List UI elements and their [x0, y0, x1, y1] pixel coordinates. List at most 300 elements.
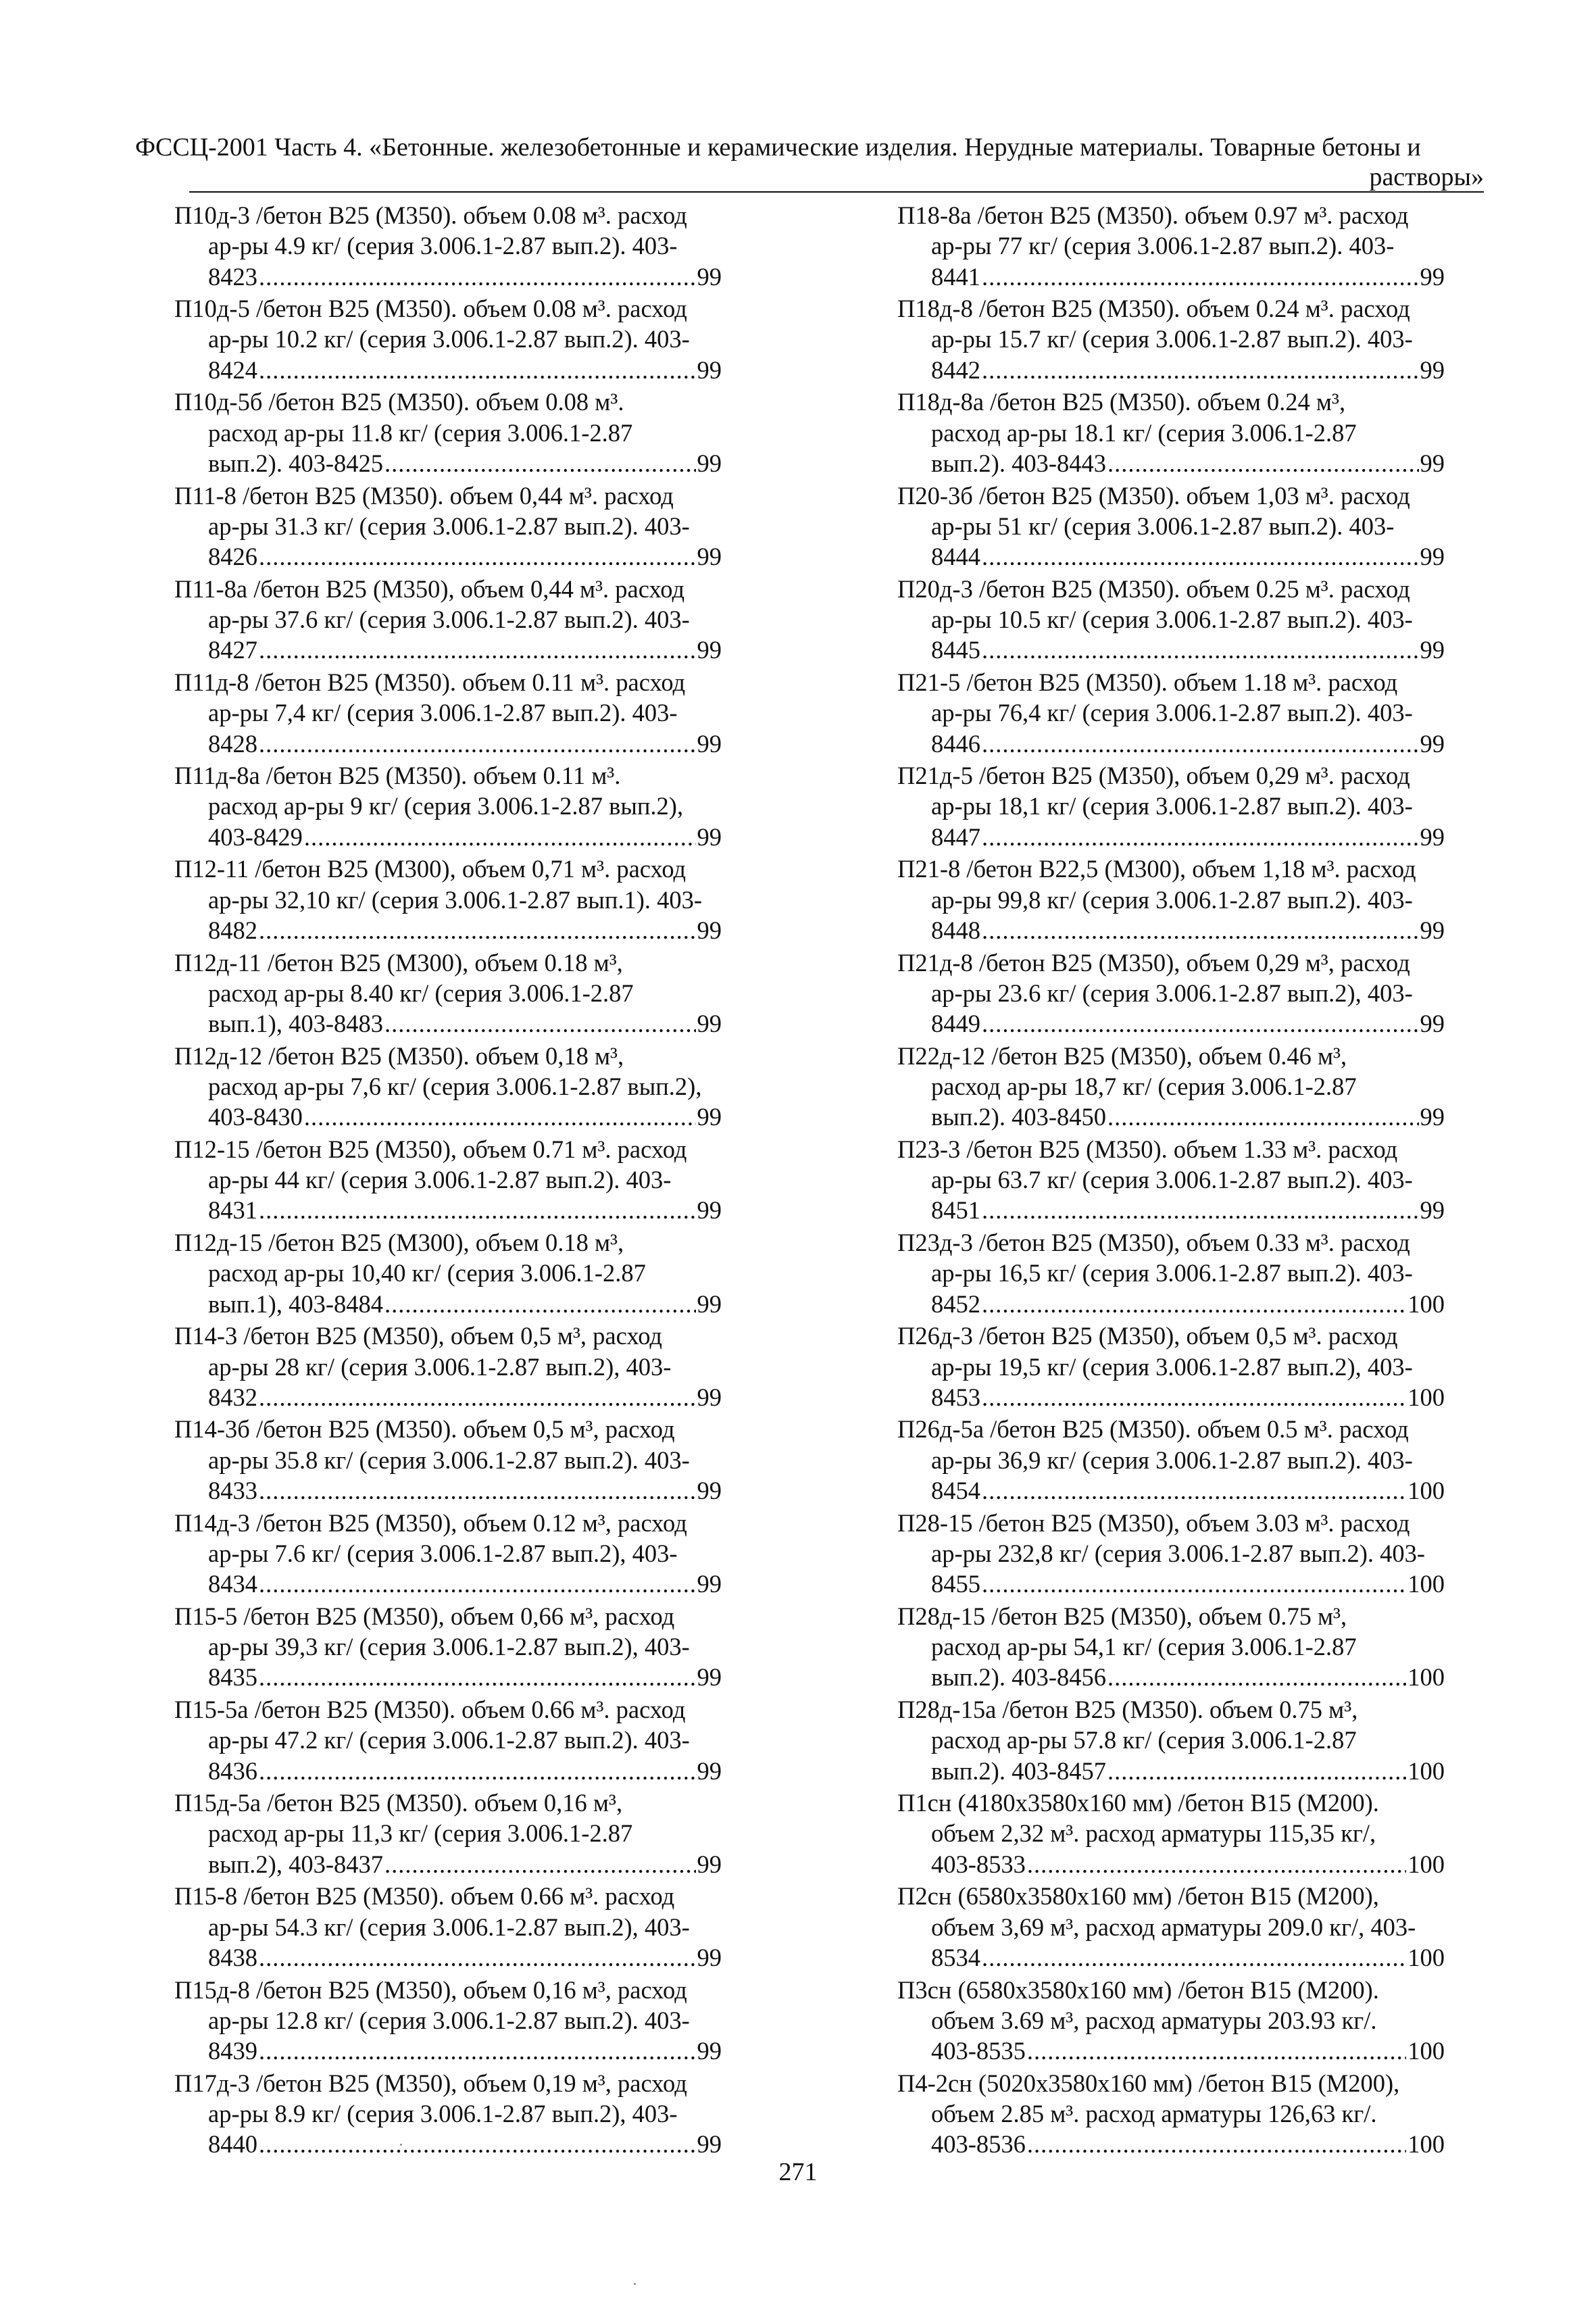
entry-text-line: расход ар-ры 18,7 кг/ (серия 3.006.1-2.87 — [931, 1072, 1357, 1100]
index-entry — [174, 947, 722, 1039]
index-entry — [897, 1975, 1445, 2067]
entry-leader-line — [174, 1662, 722, 1692]
entry-title-line: П11д-8 /бетон В25 (М350). объем 0.11 м³. расход — [174, 668, 686, 696]
dot-leader — [982, 1942, 1406, 1973]
entry-text-line: ар-ры 15.7 кг/ (серия 3.006.1-2.87 вып.2). 403- — [931, 325, 1413, 353]
entry-text-line: ар-ры 51 кг/ (серия 3.006.1-2.87 вып.2). 403- — [931, 512, 1395, 540]
entry-page-ref: 99 — [1420, 1010, 1445, 1038]
entry-text-line: расход ар-ры 7,6 кг/ (серия 3.006.1-2.87 вып.2), — [208, 1072, 702, 1100]
entry-title-line: П15-5а /бетон В25 (М350). объем 0.66 м³. расход — [174, 1696, 686, 1723]
entry-title-line: П18д-8а /бетон В25 (М350). объем 0.24 м³, — [897, 388, 1346, 416]
entry-code: 8482 — [208, 916, 257, 944]
page-number: 271 — [778, 2158, 818, 2186]
entry-text-line: ар-ры 18,1 кг/ (серия 3.006.1-2.87 вып.2). 403- — [931, 792, 1413, 820]
entry-code: вып.2). 403-8450 — [931, 1103, 1106, 1131]
entry-code: 8455 — [931, 1570, 980, 1598]
index-entry — [897, 387, 1445, 478]
entry-code: 8444 — [931, 543, 980, 571]
entry-title-line: П21-5 /бетон В25 (М350). объем 1.18 м³. расход — [897, 668, 1398, 696]
dot-leader — [304, 1102, 696, 1132]
dot-leader — [384, 1849, 696, 1879]
dot-leader — [982, 915, 1419, 945]
entry-title-line: П14-3 /бетон В25 (М350), объем 0,5 м³, расход — [174, 1322, 662, 1350]
index-entry — [174, 1041, 722, 1133]
scan-speck — [400, 2144, 402, 2146]
dot-leader — [982, 635, 1419, 665]
entry-leader-line — [174, 822, 722, 852]
dot-leader — [982, 1475, 1406, 1506]
dot-leader — [259, 2036, 696, 2066]
dot-leader — [1027, 2129, 1406, 2159]
dot-leader — [1107, 1662, 1406, 1692]
entry-code: 8428 — [208, 729, 257, 758]
entry-leader-line — [897, 262, 1445, 292]
entry-leader-line — [174, 1942, 722, 1973]
entry-leader-line — [174, 1102, 722, 1132]
entry-text-line: ар-ры 7.6 кг/ (серия 3.006.1-2.87 вып.2), 403- — [208, 1539, 678, 1567]
dot-leader — [259, 1942, 696, 1973]
entry-leader-line — [897, 1942, 1445, 1973]
entry-code: 8534 — [931, 1943, 980, 1971]
index-entry — [897, 1508, 1445, 1600]
entry-page-ref: 99 — [1420, 822, 1445, 851]
index-entry — [174, 1975, 722, 2067]
dot-leader — [982, 541, 1419, 572]
entry-text-line: ар-ры 77 кг/ (серия 3.006.1-2.87 вып.2). 403- — [931, 232, 1395, 260]
entry-title-line: П12-11 /бетон В25 (М300), объем 0,71 м³. расход — [174, 855, 687, 883]
index-entry — [174, 293, 722, 385]
entry-title-line: П28д-15 /бетон В25 (М350), объем 0.75 м³, — [897, 1602, 1347, 1630]
index-entry — [174, 1601, 722, 1693]
entry-leader-line — [897, 1662, 1445, 1692]
entry-page-ref: 100 — [1407, 1383, 1445, 1411]
entry-text-line: ар-ры 232,8 кг/ (серия 3.006.1-2.87 вып.2). 403- — [931, 1539, 1426, 1567]
entry-code: 8427 — [208, 636, 257, 664]
dot-leader — [384, 1289, 696, 1319]
index-entry — [897, 574, 1445, 666]
entry-code: вып.2). 403-8425 — [208, 449, 383, 477]
entry-code: вып.1), 403-8483 — [208, 1010, 383, 1038]
entry-title-line: П22д-12 /бетон В25 (М350), объем 0.46 м³, — [897, 1041, 1347, 1070]
entry-page-ref: 99 — [697, 1570, 722, 1598]
entry-page-ref: 100 — [1407, 1756, 1445, 1785]
dot-leader — [259, 1662, 696, 1692]
dot-leader — [982, 729, 1419, 759]
entry-code: 8436 — [208, 1756, 257, 1785]
entry-text-line: расход ар-ры 11.8 кг/ (серия 3.006.1-2.87 — [208, 418, 633, 447]
entry-page-ref: 99 — [1420, 636, 1445, 664]
entry-title-line: П21д-5 /бетон В25 (М350), объем 0,29 м³. расход — [897, 762, 1410, 790]
entry-text-line: объем 3.69 м³, расход арматуры 203.93 кг/. — [931, 2006, 1377, 2034]
entry-leader-line — [897, 1195, 1445, 1225]
entry-leader-line — [897, 1569, 1445, 1599]
entry-leader-line — [174, 1289, 722, 1319]
entry-leader-line — [897, 1756, 1445, 1786]
entry-code: 8424 — [208, 355, 257, 384]
entry-page-ref: 99 — [1420, 1103, 1445, 1131]
entry-code: 8449 — [931, 1010, 980, 1038]
dot-leader — [259, 635, 696, 665]
entry-title-line: П18-8а /бетон В25 (М350). объем 0.97 м³. расход — [897, 201, 1409, 229]
entry-code: вып.2). 403-8457 — [931, 1756, 1106, 1785]
entry-title-line: П18д-8 /бетон В25 (М350). объем 0.24 м³. расход — [897, 295, 1410, 323]
entry-title-line: П26д-5а /бетон В25 (М350). объем 0.5 м³. расход — [897, 1415, 1409, 1444]
index-entry — [897, 947, 1445, 1039]
entry-leader-line — [897, 1382, 1445, 1412]
entry-page-ref: 99 — [697, 355, 722, 384]
dot-leader — [259, 1475, 696, 1506]
entry-text-line: расход ар-ры 18.1 кг/ (серия 3.006.1-2.87 — [931, 418, 1357, 447]
entry-page-ref: 99 — [697, 1289, 722, 1318]
entry-leader-line — [897, 1008, 1445, 1039]
entry-page-ref: 99 — [1420, 729, 1445, 758]
dot-leader — [259, 2129, 696, 2159]
entry-leader-line — [174, 1008, 722, 1039]
dot-leader — [259, 1756, 696, 1786]
dot-leader — [982, 1569, 1406, 1599]
entry-text-line: ар-ры 28 кг/ (серия 3.006.1-2.87 вып.2), 403- — [208, 1352, 672, 1381]
entry-leader-line — [174, 1475, 722, 1506]
entry-page-ref: 100 — [1407, 1289, 1445, 1318]
entry-text-line: ар-ры 23.6 кг/ (серия 3.006.1-2.87 вып.2), 403- — [931, 979, 1413, 1007]
dot-leader — [259, 541, 696, 572]
entry-leader-line — [897, 822, 1445, 852]
entry-text-line: ар-ры 39,3 кг/ (серия 3.006.1-2.87 вып.2), 403- — [208, 1633, 690, 1661]
dot-leader — [259, 1382, 696, 1412]
entry-text-line: ар-ры 63.7 кг/ (серия 3.006.1-2.87 вып.2). 403- — [931, 1166, 1413, 1194]
entry-code: вып.2), 403-8437 — [208, 1850, 383, 1878]
entry-text-line: ар-ры 99,8 кг/ (серия 3.006.1-2.87 вып.2). 403- — [931, 885, 1413, 914]
entry-leader-line — [174, 262, 722, 292]
index-entry — [174, 1321, 722, 1412]
entry-title-line: П23-3 /бетон В25 (М350). объем 1.33 м³. расход — [897, 1135, 1398, 1163]
entry-code: 8454 — [931, 1477, 980, 1505]
index-entry — [897, 293, 1445, 385]
dot-leader — [982, 1289, 1406, 1319]
entry-text-line: ар-ры 36,9 кг/ (серия 3.006.1-2.87 вып.2). 403- — [931, 1446, 1413, 1474]
header-title: ФССЦ-2001 Часть 4. «Бетонные. железобетонные и керамические изделия. Нерудные материалы. Товарные бетоны и — [135, 133, 1421, 162]
entry-code: 8451 — [931, 1196, 980, 1225]
entry-page-ref: 99 — [1420, 1196, 1445, 1225]
entry-code: вып.1), 403-8484 — [208, 1289, 383, 1318]
entry-title-line: П21д-8 /бетон В25 (М350), объем 0,29 м³, расход — [897, 948, 1410, 977]
entry-code: 8438 — [208, 1943, 257, 1971]
entry-leader-line — [174, 729, 722, 759]
entry-page-ref: 100 — [1407, 2037, 1445, 2065]
entry-title-line: П15-5 /бетон В25 (М350), объем 0,66 м³, расход — [174, 1602, 675, 1630]
entry-leader-line — [897, 448, 1445, 478]
entry-leader-line — [174, 635, 722, 665]
entry-code: вып.2). 403-8443 — [931, 449, 1106, 477]
entry-title-line: П26д-3 /бетон В25 (М350), объем 0,5 м³. расход — [897, 1322, 1398, 1350]
index-entry — [897, 1041, 1445, 1133]
index-entry — [174, 574, 722, 666]
entry-code: 8432 — [208, 1383, 257, 1411]
entry-page-ref: 100 — [1407, 1850, 1445, 1878]
index-entry — [174, 1694, 722, 1786]
index-entry — [897, 1414, 1445, 1506]
dot-leader — [1107, 1756, 1406, 1786]
entry-text-line: ар-ры 76,4 кг/ (серия 3.006.1-2.87 вып.2). 403- — [931, 699, 1413, 727]
entry-code: 8447 — [931, 822, 980, 851]
entry-leader-line — [897, 915, 1445, 945]
entry-leader-line — [897, 1475, 1445, 1506]
index-entry — [897, 1134, 1445, 1226]
entry-title-line: П2сн (6580х3580х160 мм) /бетон В15 (М200), — [897, 1882, 1379, 1911]
header-title-continuation: растворы» — [1369, 163, 1484, 191]
entry-code: 8446 — [931, 729, 980, 758]
entry-leader-line — [897, 729, 1445, 759]
entry-title-line: П20д-3 /бетон В25 (М350). объем 0.25 м³. расход — [897, 574, 1410, 603]
dot-leader — [259, 262, 696, 292]
entry-title-line: П12д-11 /бетон В25 (М300), объем 0.18 м³, — [174, 948, 623, 977]
entry-leader-line — [897, 1289, 1445, 1319]
entry-text-line: ар-ры 10.2 кг/ (серия 3.006.1-2.87 вып.2). 403- — [208, 325, 690, 353]
entry-code: 8433 — [208, 1477, 257, 1505]
entry-text-line: расход ар-ры 10,40 кг/ (серия 3.006.1-2.87 — [208, 1259, 646, 1287]
entry-page-ref: 99 — [697, 916, 722, 944]
index-entry — [897, 1788, 1445, 1879]
index-entry — [897, 1694, 1445, 1786]
entry-page-ref: 100 — [1407, 1943, 1445, 1971]
entry-text-line: расход ар-ры 9 кг/ (серия 3.006.1-2.87 вып.2), — [208, 792, 684, 820]
index-entry — [174, 854, 722, 945]
entry-page-ref: 99 — [697, 1943, 722, 1971]
index-entry — [897, 1601, 1445, 1693]
entry-text-line: объем 2.85 м³. расход арматуры 126,63 кг/. — [931, 2100, 1377, 2128]
header-rule — [189, 191, 1484, 193]
entry-code: 8435 — [208, 1663, 257, 1692]
dot-leader — [259, 1569, 696, 1599]
index-entry — [897, 854, 1445, 945]
entry-leader-line — [897, 2036, 1445, 2066]
dot-leader — [259, 915, 696, 945]
entry-title-line: П15д-8 /бетон В25 (М350), объем 0,16 м³, расход — [174, 1975, 687, 2004]
entry-code: 8453 — [931, 1383, 980, 1411]
entry-page-ref: 99 — [697, 1383, 722, 1411]
entry-title-line: П10д-5б /бетон В25 (М350). объем 0.08 м³. — [174, 388, 624, 416]
entry-code: 8448 — [931, 916, 980, 944]
scan-speck — [634, 2283, 636, 2285]
entry-leader-line — [897, 1102, 1445, 1132]
entry-title-line: П20-3б /бетон В25 (М350). объем 1,03 м³. расход — [897, 481, 1410, 510]
entry-page-ref: 99 — [1420, 262, 1445, 291]
entry-text-line: ар-ры 37.6 кг/ (серия 3.006.1-2.87 вып.2). 403- — [208, 606, 690, 634]
entry-text-line: расход ар-ры 11,3 кг/ (серия 3.006.1-2.87 — [208, 1819, 633, 1848]
index-entry — [174, 200, 722, 292]
entry-leader-line — [174, 448, 722, 478]
entry-text-line: ар-ры 31.3 кг/ (серия 3.006.1-2.87 вып.2). 403- — [208, 512, 690, 540]
entry-title-line: П12д-12 /бетон В25 (М350). объем 0,18 м³, — [174, 1041, 624, 1070]
entry-page-ref: 99 — [697, 1196, 722, 1225]
entry-title-line: П1сн (4180х3580х160 мм) /бетон В15 (М200). — [897, 1789, 1379, 1817]
index-entry — [897, 200, 1445, 292]
entry-text-line: ар-ры 10.5 кг/ (серия 3.006.1-2.87 вып.2). 403- — [931, 606, 1413, 634]
entry-title-line: П15-8 /бетон В25 (М350). объем 0.66 м³. расход — [174, 1882, 675, 1911]
index-entry — [897, 1881, 1445, 1973]
entry-text-line: ар-ры 47.2 кг/ (серия 3.006.1-2.87 вып.2). 403- — [208, 1726, 690, 1754]
entry-title-line: П23д-3 /бетон В25 (М350), объем 0.33 м³. расход — [897, 1229, 1410, 1257]
entry-code: 8423 — [208, 262, 257, 291]
entry-text-line: ар-ры 54.3 кг/ (серия 3.006.1-2.87 вып.2), 403- — [208, 1913, 690, 1941]
dot-leader — [982, 1008, 1419, 1039]
entry-title-line: П14-3б /бетон В25 (М350). объем 0,5 м³, расход — [174, 1415, 675, 1444]
index-entry — [897, 481, 1445, 572]
index-entry — [174, 1227, 722, 1319]
entry-page-ref: 99 — [1420, 543, 1445, 571]
dot-leader — [1107, 1102, 1419, 1132]
entry-code: вып.2). 403-8456 — [931, 1663, 1106, 1692]
running-header — [135, 132, 1484, 192]
entry-page-ref: 99 — [697, 1477, 722, 1505]
entry-text-line: ар-ры 16,5 кг/ (серия 3.006.1-2.87 вып.2). 403- — [931, 1259, 1413, 1287]
entry-title-line: П14д-3 /бетон В25 (М350), объем 0.12 м³, расход — [174, 1508, 687, 1537]
dot-leader — [982, 262, 1419, 292]
dot-leader — [259, 729, 696, 759]
entry-title-line: П17д-3 /бетон В25 (М350), объем 0,19 м³, расход — [174, 2069, 687, 2097]
entry-leader-line — [174, 1569, 722, 1599]
entry-page-ref: 99 — [697, 449, 722, 477]
entry-leader-line — [897, 2129, 1445, 2159]
entry-page-ref: 99 — [697, 636, 722, 664]
entry-title-line: П12-15 /бетон В25 (М350), объем 0.71 м³. расход — [174, 1135, 687, 1163]
entry-title-line: П28-15 /бетон В25 (М350), объем 3.03 м³. расход — [897, 1508, 1410, 1537]
entry-code: 8442 — [931, 355, 980, 384]
entry-code: 8441 — [931, 262, 980, 291]
entry-text-line: объем 2,32 м³. расход арматуры 115,35 кг/, — [931, 1819, 1376, 1848]
entry-page-ref: 99 — [1420, 355, 1445, 384]
entry-text-line: ар-ры 44 кг/ (серия 3.006.1-2.87 вып.2). 403- — [208, 1166, 672, 1194]
entry-code: 403-8533 — [931, 1850, 1026, 1878]
dot-leader — [304, 822, 696, 852]
entry-code: 403-8429 — [208, 822, 303, 851]
entry-leader-line — [174, 1382, 722, 1412]
entry-page-ref: 100 — [1407, 2130, 1445, 2159]
dot-leader — [982, 355, 1419, 385]
entry-text-line: объем 3,69 м³, расход арматуры 209.0 кг/, 403- — [931, 1913, 1416, 1941]
entry-code: 8434 — [208, 1570, 257, 1598]
index-entry — [897, 760, 1445, 852]
entry-title-line: П12д-15 /бетон В25 (М300), объем 0.18 м³, — [174, 1229, 624, 1257]
entry-page-ref: 99 — [697, 1663, 722, 1692]
dot-leader — [259, 1195, 696, 1225]
entry-code: 403-8536 — [931, 2130, 1026, 2159]
entry-title-line: П15д-5а /бетон В25 (М350). объем 0,16 м³, — [174, 1789, 623, 1817]
entry-leader-line — [897, 355, 1445, 385]
entry-leader-line — [174, 1756, 722, 1786]
entry-leader-line — [174, 1849, 722, 1879]
left-column — [174, 200, 722, 2161]
index-entry — [897, 2068, 1445, 2160]
entry-text-line: ар-ры 35.8 кг/ (серия 3.006.1-2.87 вып.2). 403- — [208, 1446, 690, 1474]
entry-text-line: расход ар-ры 8.40 кг/ (серия 3.006.1-2.87 — [208, 979, 634, 1007]
right-column — [897, 200, 1445, 2161]
index-entry — [174, 481, 722, 572]
entry-title-line: П28д-15а /бетон В25 (М350). объем 0.75 м³, — [897, 1696, 1358, 1723]
entry-leader-line — [174, 541, 722, 572]
index-entry — [897, 1227, 1445, 1319]
entry-page-ref: 99 — [697, 1850, 722, 1878]
index-entry — [897, 667, 1445, 759]
entry-page-ref: 99 — [697, 262, 722, 291]
dot-leader — [982, 1382, 1406, 1412]
entry-code: 8426 — [208, 543, 257, 571]
entry-leader-line — [897, 541, 1445, 572]
entry-leader-line — [897, 1849, 1445, 1879]
entry-code: 403-8430 — [208, 1103, 303, 1131]
entry-text-line: ар-ры 12.8 кг/ (серия 3.006.1-2.87 вып.2). 403- — [208, 2006, 690, 2034]
entry-page-ref: 99 — [697, 822, 722, 851]
entry-leader-line — [897, 635, 1445, 665]
index-entry — [897, 1321, 1445, 1412]
dot-leader — [384, 448, 696, 478]
entry-title-line: П10д-3 /бетон В25 (М350). объем 0.08 м³. расход — [174, 201, 687, 229]
entry-code: 8431 — [208, 1196, 257, 1225]
entry-page-ref: 100 — [1407, 1570, 1445, 1598]
entry-leader-line — [174, 355, 722, 385]
entry-page-ref: 99 — [697, 729, 722, 758]
entry-leader-line — [174, 2036, 722, 2066]
entry-page-ref: 99 — [1420, 449, 1445, 477]
entry-code: 8452 — [931, 1289, 980, 1318]
entry-page-ref: 99 — [697, 1103, 722, 1131]
entry-text-line: ар-ры 19,5 кг/ (серия 3.006.1-2.87 вып.2), 403- — [931, 1352, 1413, 1381]
index-entry — [174, 1134, 722, 1226]
dot-leader — [982, 822, 1419, 852]
entry-text-line: ар-ры 7,4 кг/ (серия 3.006.1-2.87 вып.2). 403- — [208, 699, 678, 727]
entry-text-line: ар-ры 8.9 кг/ (серия 3.006.1-2.87 вып.2), 403- — [208, 2100, 678, 2128]
entry-title-line: П11-8 /бетон В25 (М350). объем 0,44 м³. расход — [174, 481, 674, 510]
entry-page-ref: 99 — [697, 2037, 722, 2065]
entry-page-ref: 99 — [697, 1756, 722, 1785]
entry-page-ref: 99 — [697, 543, 722, 571]
dot-leader — [259, 355, 696, 385]
entry-page-ref: 99 — [697, 2130, 722, 2159]
entry-code: 8445 — [931, 636, 980, 664]
entry-page-ref: 99 — [1420, 916, 1445, 944]
entry-code: 8440 — [208, 2130, 257, 2159]
entry-leader-line — [174, 915, 722, 945]
entry-code: 8439 — [208, 2037, 257, 2065]
dot-leader — [1107, 448, 1419, 478]
index-entry — [174, 2068, 722, 2160]
index-entry — [174, 1881, 722, 1973]
entry-title-line: П11-8а /бетон В25 (М350), объем 0,44 м³. расход — [174, 574, 685, 603]
dot-leader — [1027, 2036, 1406, 2066]
entry-code: 403-8535 — [931, 2037, 1026, 2065]
entry-text-line: ар-ры 32,10 кг/ (серия 3.006.1-2.87 вып.1). 403- — [208, 885, 703, 914]
entry-title-line: П21-8 /бетон В22,5 (М300), объем 1,18 м³. расход — [897, 855, 1416, 883]
entry-title-line: П10д-5 /бетон В25 (М350). объем 0.08 м³. расход — [174, 295, 687, 323]
index-entry — [174, 667, 722, 759]
entry-text-line: расход ар-ры 54,1 кг/ (серия 3.006.1-2.87 — [931, 1633, 1357, 1661]
dot-leader — [982, 1195, 1419, 1225]
entry-text-line: расход ар-ры 57.8 кг/ (серия 3.006.1-2.87 — [931, 1726, 1357, 1754]
entry-page-ref: 100 — [1407, 1477, 1445, 1505]
index-entry — [174, 1414, 722, 1506]
entry-text-line: ар-ры 4.9 кг/ (серия 3.006.1-2.87 вып.2). 403- — [208, 232, 678, 260]
entry-page-ref: 99 — [697, 1010, 722, 1038]
entry-title-line: П4-2сн (5020х3580х160 мм) /бетон В15 (М200), — [897, 2069, 1400, 2097]
index-entry — [174, 1788, 722, 1879]
dot-leader — [384, 1008, 696, 1039]
dot-leader — [1027, 1849, 1406, 1879]
index-entry — [174, 760, 722, 852]
entry-title-line: П11д-8а /бетон В25 (М350). объем 0.11 м³. — [174, 762, 621, 790]
entry-title-line: П3сн (6580х3580х160 мм) /бетон В15 (М200). — [897, 1975, 1379, 2004]
entry-page-ref: 100 — [1407, 1663, 1445, 1692]
index-entry — [174, 387, 722, 478]
